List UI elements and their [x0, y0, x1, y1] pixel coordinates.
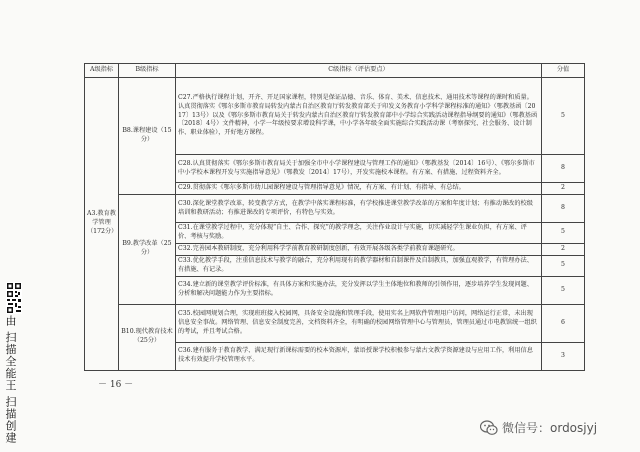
qr-code-icon	[6, 282, 22, 314]
a-indicator-cell: A3.教育教学管理（172分）	[85, 78, 119, 371]
wechat-icon	[480, 420, 498, 436]
c-indicator-cell: C35.校园网规划合理，实现班班接入校园网，具备安全设施和管理手段，使用实名上网软件管理用户访问，网络运行正常，未出现信息安全事故。网络管理、信息安全制度完善，文档资料齐全，有明确的校园网络管理中心与管理员，管理员通过市电教馆统一组织的考试，并且考试合格。	[176, 304, 542, 342]
c-indicator-cell: C36.建有服务于教育教学、满足现行新课标需要的校本资源库，蒙语授课学校积极参与蒙古文教学资源建设与应用工作，利用信息技术有效提升学校管理水平。	[176, 342, 542, 370]
header-a-level: A级指标	[85, 64, 119, 78]
c-indicator-cell: C28.认真贯彻落实《鄂尔多斯市教育局关于加强全市中小学课程建设与管理工作的通知》（鄂教基发〔2014〕16号）、《鄂尔多斯市中小学校本课程开发与实施指导意见》（鄂教发〔2014〕17号），开发实施校本课程。有方案、有措施、过程资料齐全。	[176, 155, 542, 183]
score-cell: 5	[542, 223, 585, 244]
score-cell: 5	[542, 276, 585, 304]
scanner-app-credit: 由 扫描全能王 扫描创建	[4, 315, 17, 444]
c-indicator-cell: C30.深化课堂教学改革，转变教学方式，在教学中落实课程标准，有学校推进课堂教学改革的方案和年度计划；有推动课改的校级培训和教研活动；有推进课改的专项评价，有特色与实效。	[176, 195, 542, 223]
header-score: 分值	[542, 64, 585, 78]
score-cell: 2	[542, 183, 585, 195]
c-indicator-cell: C33.优化教学手段，注重信息技术与教学的融合，充分利用现有的教学器材和自制课件及自制教具，加强直观教学，有管理办法、有措施、有记录。	[176, 255, 542, 276]
c-indicator-cell: C32.完善园本教研制度，充分利用科学学前教育教研制度创新，有效开展各级各类学前教育课题研究。	[176, 243, 542, 255]
c-indicator-cell: C31.在课堂教学过程中，充分体现“自主、合作、探究”的教学理念，关注作业设计与实施，切实减轻学生课业负担，有方案、评价、考核与奖励。	[176, 223, 542, 244]
c-indicator-cell: C29.贯彻落实《鄂尔多斯市幼儿园课程建设与管理指导意见》情况，有方案、有计划、有指导、有总结。	[176, 183, 542, 195]
b-indicator-cell: B8.课程建设（15分）	[119, 78, 176, 195]
evaluation-table	[84, 63, 585, 371]
b-indicator-cell: B9.教学改革（25分）	[119, 195, 176, 305]
c-indicator-cell: C34.建立新的课堂教学评价标准，有具体方案和实施办法，充分发挥以学生主体地位和教师的引领作用，逐步培养学生发现问题、分析和解决问题能力作为主要指标。	[176, 276, 542, 304]
score-cell: 2	[542, 243, 585, 255]
score-cell: 5	[542, 255, 585, 276]
wechat-watermark	[480, 419, 597, 436]
score-cell: 5	[542, 78, 585, 155]
b-indicator-cell: B10.现代教育技术（25分）	[119, 304, 176, 370]
table-row	[85, 195, 585, 223]
page-number: － 16 －	[98, 380, 134, 390]
c-indicator-cell: C27.严格执行课程计划，开齐、开足国家课程，特别是保证品德、音乐、体育、美术、信息技术、通用技术等课程的课时和质量。认真贯彻落实《鄂尔多斯市教育局转发内蒙古自治区教育厅转发教育部关于印发义务教育小学科学课程标准的通知》（鄂教基函〔2017〕13号）以及《鄂尔多斯市教育局关于转发内蒙古自治区教育厅转发教育部中小学综合实践活动课程指导纲要的通知》（鄂教基函〔2018〕4号）文件精神，小学一年级按要求增设科学课，中小学各年级全面实施综合实践活动课（考察探究、社会服务、设计制作、职业体验），开好地方课程。	[176, 78, 542, 155]
score-cell: 8	[542, 195, 585, 223]
watermark-text: 微信号：ordosjyj	[502, 421, 598, 435]
table-header-row	[85, 64, 585, 78]
score-cell: 8	[542, 155, 585, 183]
header-b-level: B级指标	[119, 64, 176, 78]
table-row	[85, 78, 585, 155]
score-cell: 3	[542, 342, 585, 370]
header-c-level: C级指标（评估要点）	[176, 64, 542, 78]
score-cell: 6	[542, 304, 585, 342]
table-row	[85, 304, 585, 342]
